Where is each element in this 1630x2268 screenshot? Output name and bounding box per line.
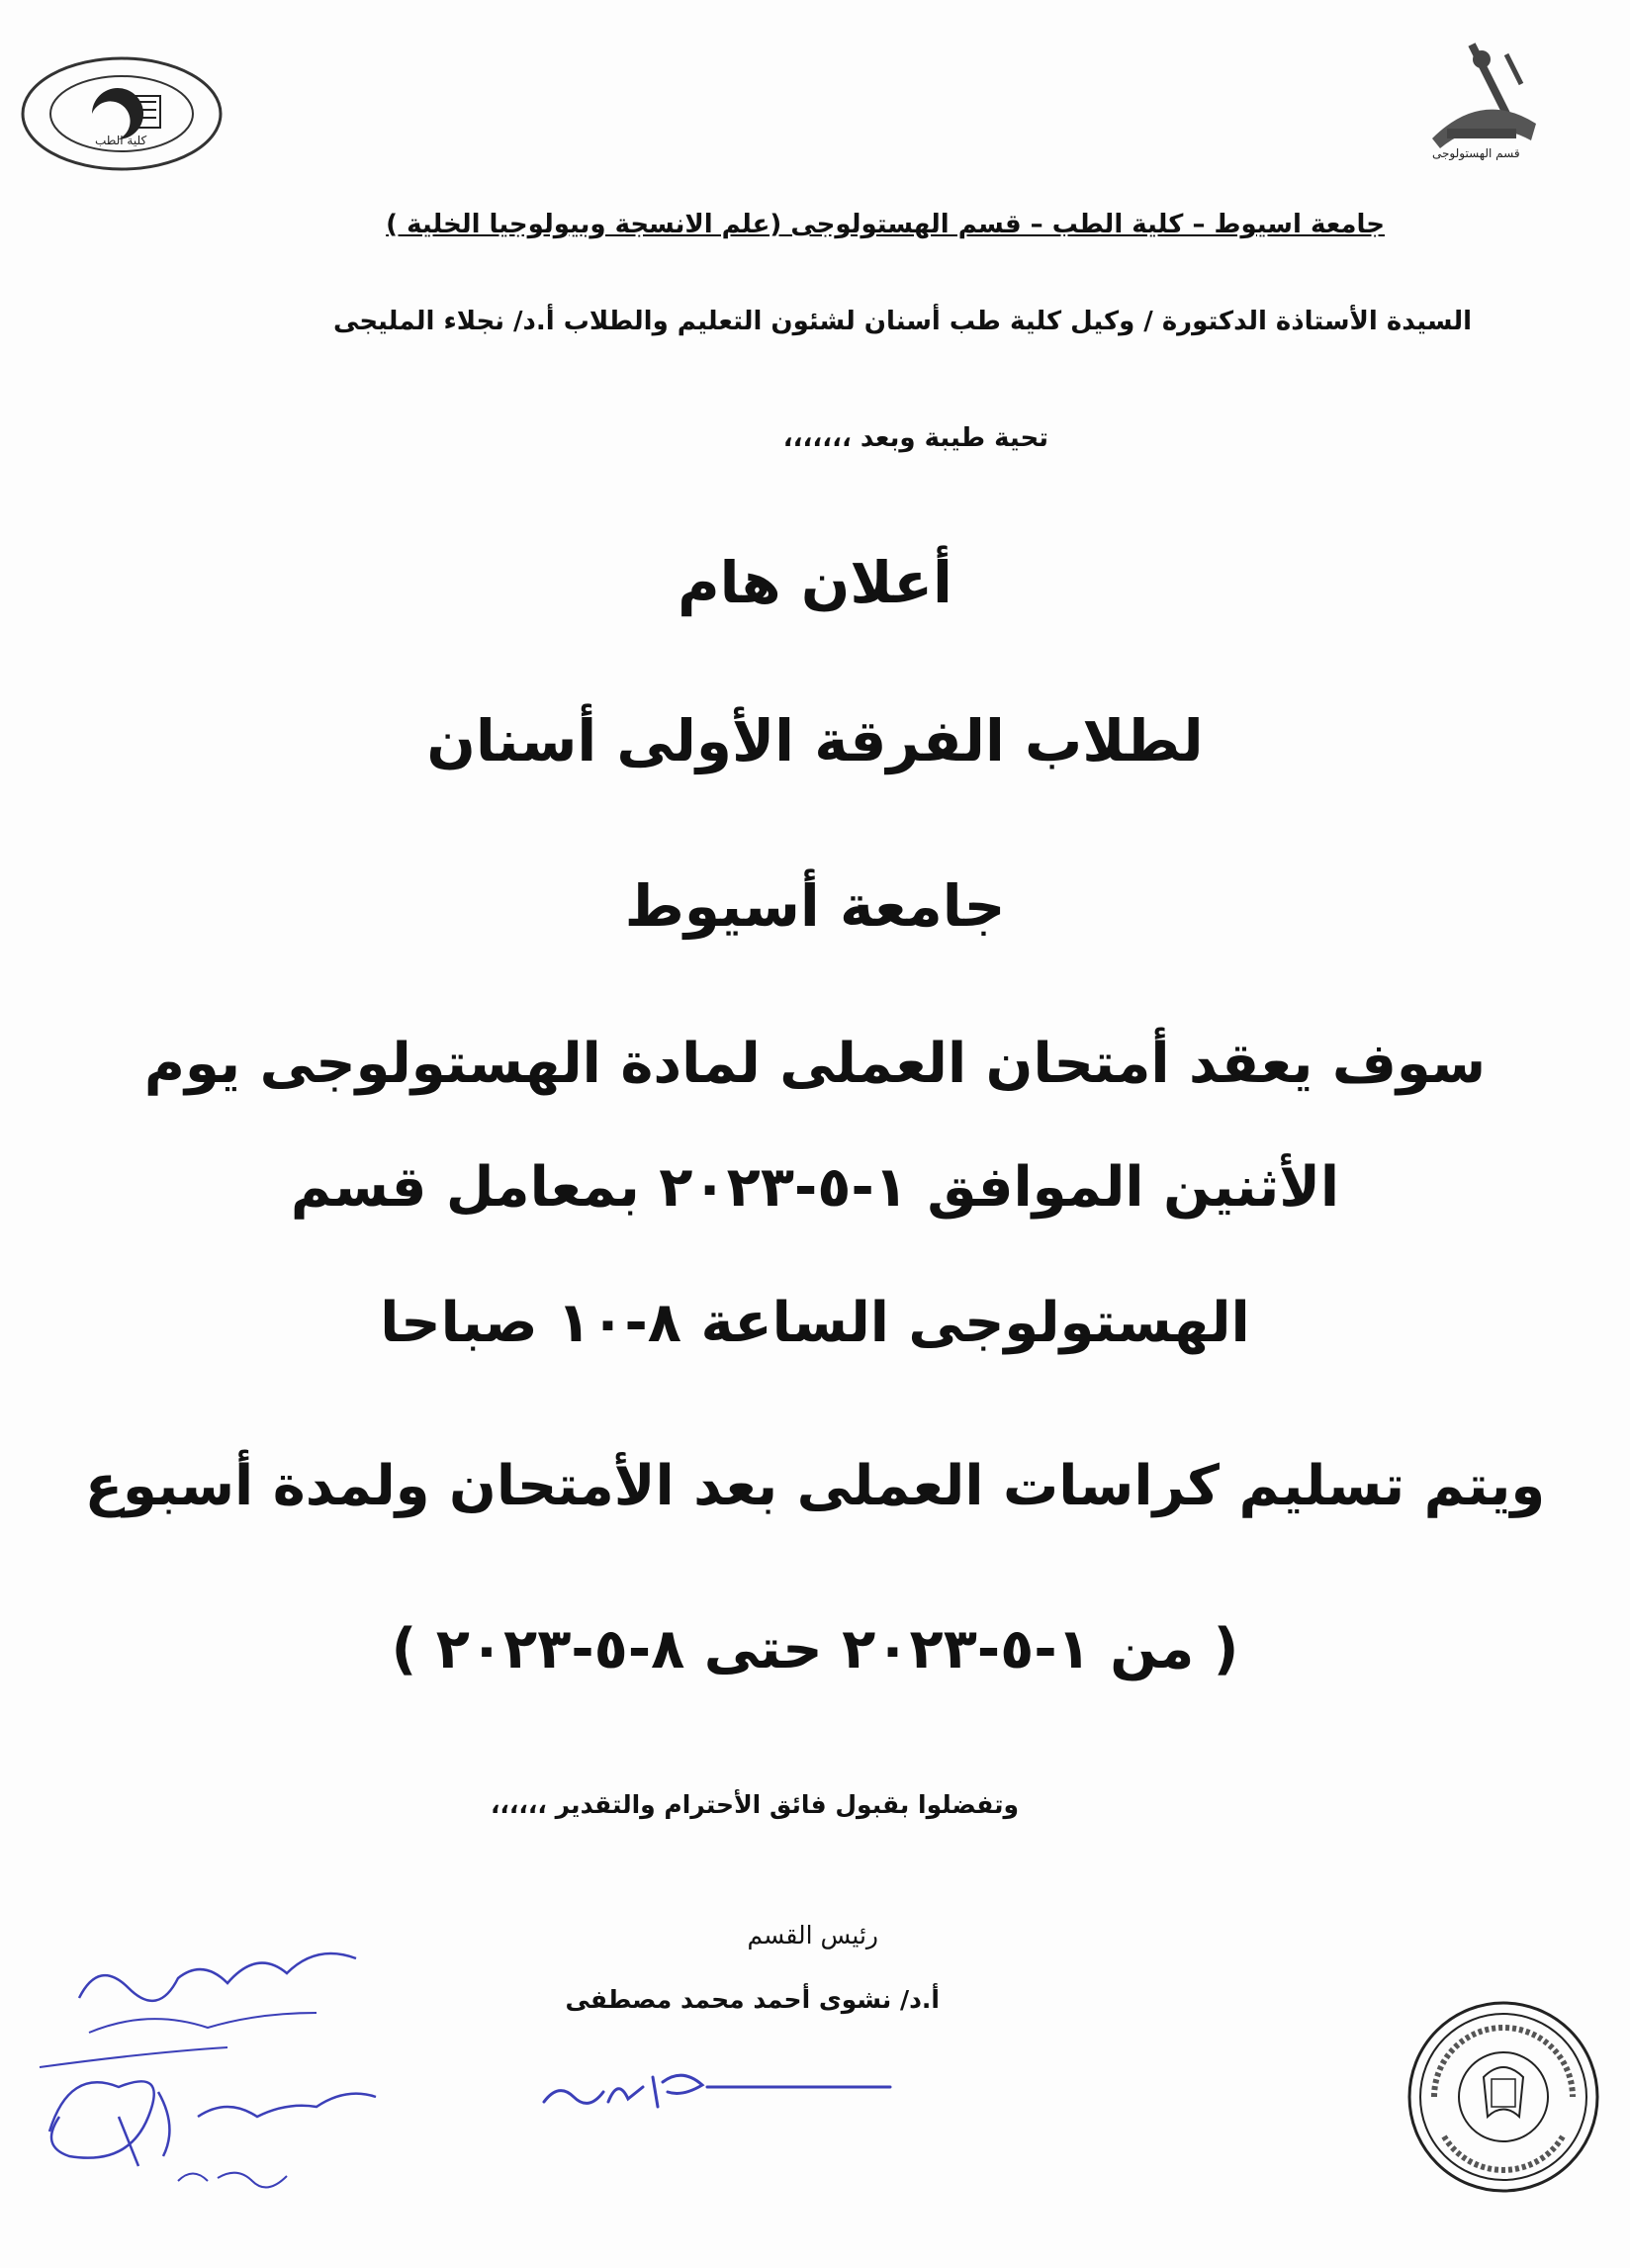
- closing-line: وتفضلوا بقبول فائق الأحترام والتقدير ،،،،،،: [490, 1790, 1019, 1819]
- announcement-body-line: الهستولوجى الساعة ٨-١٠ صباحا: [380, 1291, 1250, 1355]
- dental-faculty-official-stamp-icon: [1404, 1998, 1602, 2196]
- announcement-audience: لطلاب الفرقة الأولى أسنان: [426, 707, 1204, 774]
- left-logo-caption: كلية الطب: [95, 134, 147, 147]
- institution-header: جامعة اسيوط – كلية الطب – قسم الهستولوجى (علم الانسجة وبيولوجيا الخلية ): [386, 210, 1385, 239]
- announcement-body-line: الأثنين الموافق ١-٥-٢٠٢٣ بمعامل قسم: [290, 1155, 1340, 1220]
- faculty-of-medicine-seal-icon: [18, 54, 226, 173]
- department-head-title: رئيس القسم: [747, 1921, 878, 1950]
- announcement-title: أعلان هام: [678, 549, 952, 616]
- addressee-line: السيدة الأستاذة الدكتورة / وكيل كلية طب أسنان لشئون التعليم والطلاب أ.د/ نجلاء المليجى: [333, 307, 1472, 336]
- announcement-body-line: ( من ١-٥-٢٠٢٣ حتى ٨-٥-٢٠٢٣ ): [391, 1617, 1239, 1681]
- announcement-body-line: سوف يعقد أمتحان العملى لمادة الهستولوجى يوم: [143, 1032, 1487, 1096]
- announcement-university: جامعة أسيوط: [624, 872, 1006, 940]
- histology-department-logo-icon: [1412, 30, 1551, 178]
- announcement-body-line: ويتم تسليم كراسات العملى بعد الأمتحان ولمدة أسبوع: [84, 1454, 1546, 1518]
- right-logo-caption: قسم الهستولوجى: [1432, 146, 1520, 160]
- head-signature-image: [534, 2047, 910, 2127]
- department-head-name: أ.د/ نشوى أحمد محمد مصطفى: [565, 1985, 940, 2014]
- handwritten-annotation-image: [30, 1919, 406, 2216]
- greeting-line: تحية طيبة وبعد ،،،،،،،: [782, 423, 1048, 453]
